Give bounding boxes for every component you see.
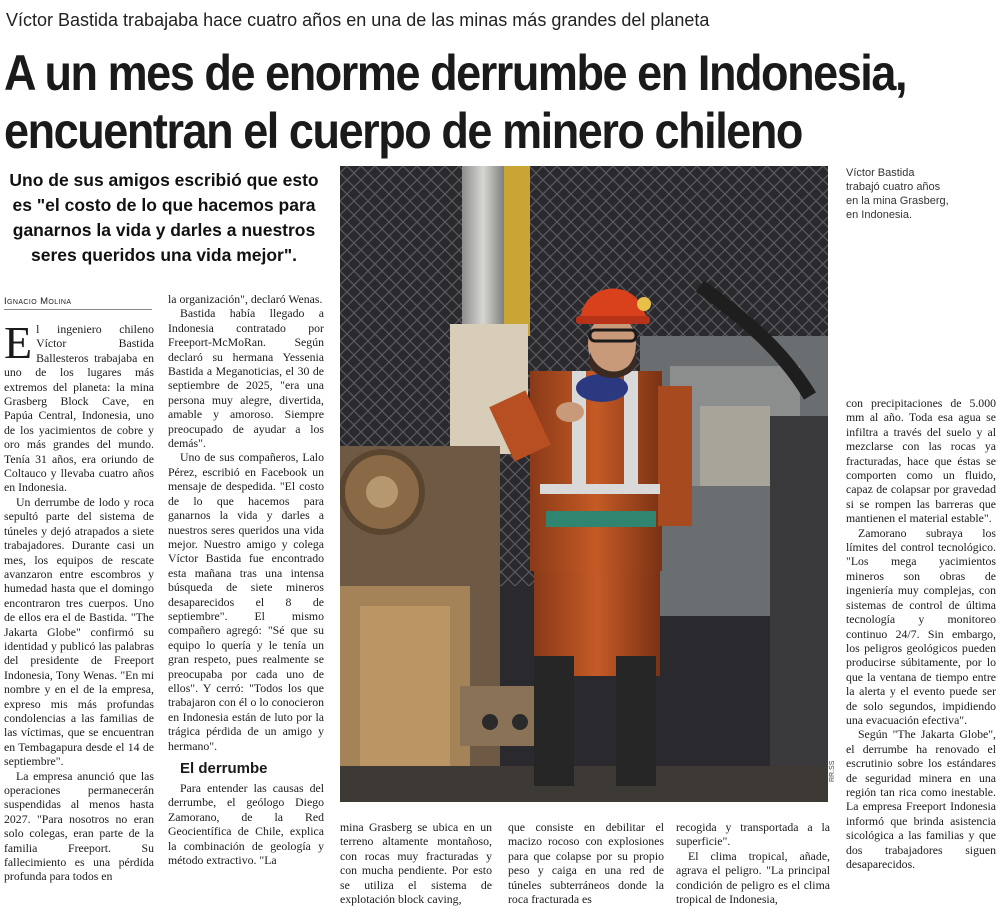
article-column-2 bbox=[168, 292, 324, 918]
article-column-1 bbox=[4, 322, 154, 918]
paragraph: Para entender las causas del derrumbe, el geólogo Diego Zamorano, de la Red Geocientífica de Chile, explica la combinación de geología y método extractivo. "La bbox=[168, 781, 324, 868]
photo-credit: RR.SS bbox=[829, 760, 836, 782]
paragraph: Bastida había llegado a Indonesia contratado por Freeport-McMoRan. Según declaró su hermana Yessenia Bastida a Meganoticias, el 30 de septiembre de 2025, "era una persona muy alegre, divertida, amable y amoroso. Siempre preocupado de ayudar a los demás". bbox=[168, 306, 324, 451]
article-column-3 bbox=[340, 820, 492, 916]
article-column-4 bbox=[508, 820, 664, 916]
article-column-5 bbox=[676, 820, 830, 916]
caption-line: en Indonesia. bbox=[846, 209, 913, 221]
paragraph: Zamorano subraya los límites del control tecnológico. "Los mega yacimientos mineros son obras de ingeniería muy complejas, con sistemas de control de última tecnología y monitoreo continuo 24/7. Sin embargo, los peligros geológicos pueden producirse súbitamente, por lo que la ventana de tiempo entre la alerta y el evento puede ser de solo segundos, impidiendo una evacuación efectiva". bbox=[846, 525, 996, 727]
headline bbox=[4, 44, 907, 160]
deck: Uno de sus amigos escribió que esto es "el costo de lo que hacemos para ganarnos la vida y darles a nuestros seres queridos una vida mejor". bbox=[9, 170, 319, 265]
article-column-6 bbox=[846, 396, 996, 916]
headline-line-2: encuentran el cuerpo de minero chileno bbox=[4, 103, 802, 159]
subhead: El derrumbe bbox=[180, 760, 268, 777]
drop-cap: E bbox=[4, 322, 33, 368]
paragraph: la organización", declaró Wenas. bbox=[168, 292, 323, 306]
paragraph: que consiste en debilitar el macizo rocoso con explosiones para que colapse por su propio peso y caiga en una red de túneles subterráneos donde la roca fracturada es bbox=[508, 820, 664, 907]
kicker: Víctor Bastida trabajaba hace cuatro años en una de las minas más grandes del planeta bbox=[6, 10, 710, 30]
headline-line-1: A un mes de enorme derrumbe en Indonesia, bbox=[4, 45, 907, 101]
caption-line: Víctor Bastida bbox=[846, 167, 915, 179]
paragraph: El clima tropical, añade, agrava el peligro. "La principal condición de peligro es el clima tropical de Indonesia, bbox=[676, 848, 830, 907]
paragraph: con precipitaciones de 5.000 mm al año. Toda esa agua se infiltra a través del suelo y al mezclarse con las rocas ya fracturadas, hace que éstas se comporten como un fluido, capaz de colapsar por gravedad si se rompen las barreras que mantienen el material estable". bbox=[846, 396, 996, 526]
paragraph: Uno de sus compañeros, Lalo Pérez, escribió en Facebook un mensaje de despedida. "El costo de lo que hacemos para ganarnos la vida y darles a nuestros seres queridos una vida mejor. Nuestro amigo y colega Víctor Bastida fue encontrado esta mañana tras una intensa búsqueda de siete mineros desaparecidos el 8 de septiembre". El mismo compañero agregó: "Sé que su equipo lo quería y le tenía un gran respeto, pues realmente se preocupaba por cada uno de ellos". Y cerró: "Todos los que trabajaron con él o lo conocieron en Indonesia están de luto por la trágica pérdida de un amigo y hermano". bbox=[168, 450, 324, 753]
caption-line: trabajó cuatro años bbox=[846, 181, 941, 193]
paragraph: La empresa anunció que las operaciones permanecerán suspendidas al menos hasta 2027. "Para nosotros no eran solo colegas, eran parte de la familia Freeport. Su fallecimiento es una pérdida profunda para todos en bbox=[4, 768, 154, 884]
miner-photo bbox=[340, 166, 828, 802]
paragraph: recogida y transportada a la superficie". bbox=[676, 820, 830, 849]
lead-paragraph: El ingeniero chileno Víctor Bastida Ballesteros trabajaba en uno de los lugares más extremos del planeta: la mina Grasberg Block Cave, en Papúa Central, Indonesia, uno de los yacimientos de cobre y oro más grandes del mundo. Tenía 31 años, era oriundo de Coltauco y llevaba cuatro años en Indonesia. bbox=[4, 322, 154, 495]
photo-caption bbox=[846, 166, 996, 222]
paragraph: Un derrumbe de lodo y roca sepultó parte del sistema de túneles y dejó atrapados a siete trabajadores. Durante casi un mes, los equipos de rescate avanzaron entre escombros y humedad hasta que el domingo encontraron tres cuerpos. Uno de ellos era el de Bastida. "The Jakarta Globe" confirmó su identidad y publicó las palabras del presidente de Freeport Indonesia, Tony Wenas. "En mi nombre y en el de la empresa, expreso mis más profundas condolencias a las familias de las víctimas, que se encuentran en Tembagapura desde el 14 de septiembre". bbox=[4, 494, 154, 769]
paragraph: mina Grasberg se ubica en un terreno altamente montañoso, con rocas muy fracturadas y con mucha pendiente. Por esto se utiliza el sistema de explotación block caving, bbox=[340, 820, 492, 907]
caption-line: en la mina Grasberg, bbox=[846, 195, 949, 207]
byline: Ignacio Molina bbox=[4, 296, 152, 310]
paragraph: Según "The Jakarta Globe", el derrumbe ha renovado el escrutinio sobre los estándares de seguridad minera en una región tan rica como inestable. La empresa Freeport Indonesia informó que brinda asistencia sicológica a las familias y que dos trabajadores siguen desaparecidos. bbox=[846, 727, 996, 871]
